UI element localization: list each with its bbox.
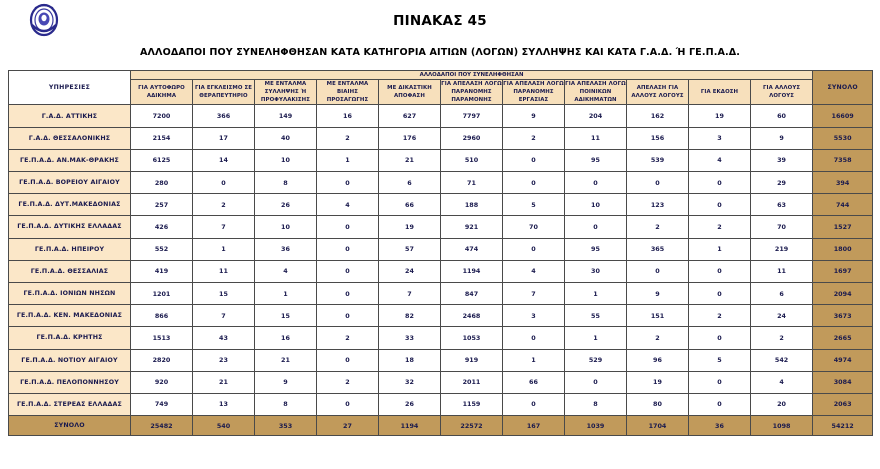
header-row-columns [9, 80, 873, 105]
row-label: ΓΕ.Π.Α.Δ. ΣΤΕΡΕΑΣ ΕΛΛΑΔΑΣ [9, 393, 131, 415]
cell-r4-c6: 5 [503, 194, 565, 216]
cell-r6-c8: 365 [627, 238, 689, 260]
cell-r12-c7: 0 [565, 371, 627, 393]
cell-r10-c7: 1 [565, 327, 627, 349]
table-body [9, 105, 873, 436]
total-cell-c10: 1098 [751, 416, 813, 436]
cell-r2-c2: 10 [255, 149, 317, 171]
cell-r3-c10: 29 [751, 172, 813, 194]
cell-r13-c3: 0 [317, 393, 379, 415]
total-cell-c4: 1194 [379, 416, 441, 436]
cell-r8-c10: 6 [751, 282, 813, 304]
cell-r12-c10: 4 [751, 371, 813, 393]
cell-r12-c8: 19 [627, 371, 689, 393]
cell-r2-c9: 4 [689, 149, 751, 171]
cell-r12-c1: 21 [193, 371, 255, 393]
header-services: ΥΠΗΡΕΣΙΕΣ [9, 71, 131, 105]
cell-r10-c5: 1053 [441, 327, 503, 349]
cell-r11-c6: 1 [503, 349, 565, 371]
row-label: Γ.Α.Δ. ΘΕΣΣΑΛΟΝΙΚΗΣ [9, 127, 131, 149]
cell-r2-c3: 1 [317, 149, 379, 171]
cell-r9-c5: 2468 [441, 305, 503, 327]
header-col-4: ΜΕ ΔΙΚΑΣΤΙΚΗ ΑΠΟΦΑΣΗ [379, 80, 441, 105]
row-total: 3673 [813, 305, 873, 327]
row-label: ΓΕ.Π.Α.Δ. ΚΡΗΤΗΣ [9, 327, 131, 349]
cell-r13-c1: 13 [193, 393, 255, 415]
cell-r6-c9: 1 [689, 238, 751, 260]
cell-r0-c6: 9 [503, 105, 565, 127]
cell-r2-c8: 539 [627, 149, 689, 171]
cell-r5-c0: 426 [131, 216, 193, 238]
table-row [9, 260, 873, 282]
cell-r4-c2: 26 [255, 194, 317, 216]
table-total-row [9, 416, 873, 436]
arrests-by-category-table [8, 70, 873, 436]
cell-r12-c0: 920 [131, 371, 193, 393]
header-col-9: ΓΙΑ ΕΚΔΟΣΗ [689, 80, 751, 105]
cell-r7-c10: 11 [751, 260, 813, 282]
table-row [9, 194, 873, 216]
cell-r13-c2: 8 [255, 393, 317, 415]
row-label: ΓΕ.Π.Α.Δ. ΑΝ.ΜΑΚ-ΘΡΑΚΗΣ [9, 149, 131, 171]
row-total: 5530 [813, 127, 873, 149]
cell-r4-c8: 123 [627, 194, 689, 216]
cell-r10-c2: 16 [255, 327, 317, 349]
row-label: ΓΕ.Π.Α.Δ. ΘΕΣΣΑΛΙΑΣ [9, 260, 131, 282]
cell-r0-c5: 7797 [441, 105, 503, 127]
cell-r10-c10: 2 [751, 327, 813, 349]
total-cell-c9: 36 [689, 416, 751, 436]
cell-r1-c10: 9 [751, 127, 813, 149]
cell-r8-c7: 1 [565, 282, 627, 304]
cell-r13-c4: 26 [379, 393, 441, 415]
cell-r7-c7: 30 [565, 260, 627, 282]
table-row [9, 282, 873, 304]
row-total: 2665 [813, 327, 873, 349]
row-label: ΓΕ.Π.Α.Δ. ΠΕΛΟΠΟΝΝΗΣΟΥ [9, 371, 131, 393]
cell-r11-c3: 0 [317, 349, 379, 371]
row-total: 394 [813, 172, 873, 194]
cell-r11-c4: 18 [379, 349, 441, 371]
cell-r2-c0: 6125 [131, 149, 193, 171]
cell-r7-c9: 0 [689, 260, 751, 282]
cell-r6-c3: 0 [317, 238, 379, 260]
cell-r1-c9: 3 [689, 127, 751, 149]
cell-r4-c3: 4 [317, 194, 379, 216]
cell-r1-c2: 40 [255, 127, 317, 149]
grand-total: 54212 [813, 416, 873, 436]
cell-r3-c9: 0 [689, 172, 751, 194]
cell-r7-c0: 419 [131, 260, 193, 282]
cell-r3-c6: 0 [503, 172, 565, 194]
row-total: 1697 [813, 260, 873, 282]
row-total: 2063 [813, 393, 873, 415]
table-row [9, 327, 873, 349]
cell-r0-c4: 627 [379, 105, 441, 127]
cell-r7-c3: 0 [317, 260, 379, 282]
cell-r13-c8: 80 [627, 393, 689, 415]
table-row [9, 216, 873, 238]
total-cell-c7: 1039 [565, 416, 627, 436]
cell-r12-c9: 0 [689, 371, 751, 393]
total-cell-c1: 540 [193, 416, 255, 436]
cell-r2-c6: 0 [503, 149, 565, 171]
cell-r7-c1: 11 [193, 260, 255, 282]
row-total: 3084 [813, 371, 873, 393]
total-cell-c5: 22572 [441, 416, 503, 436]
cell-r13-c7: 8 [565, 393, 627, 415]
cell-r4-c5: 188 [441, 194, 503, 216]
cell-r13-c0: 749 [131, 393, 193, 415]
cell-r9-c7: 55 [565, 305, 627, 327]
cell-r11-c2: 21 [255, 349, 317, 371]
cell-r6-c2: 36 [255, 238, 317, 260]
cell-r0-c8: 162 [627, 105, 689, 127]
cell-r1-c0: 2154 [131, 127, 193, 149]
cell-r5-c8: 2 [627, 216, 689, 238]
cell-r0-c7: 204 [565, 105, 627, 127]
cell-r5-c3: 0 [317, 216, 379, 238]
cell-r10-c8: 2 [627, 327, 689, 349]
row-total: 2094 [813, 282, 873, 304]
cell-r2-c4: 21 [379, 149, 441, 171]
row-label: ΓΕ.Π.Α.Δ. ΔΥΤ.ΜΑΚΕΔΟΝΙΑΣ [9, 194, 131, 216]
cell-r5-c4: 19 [379, 216, 441, 238]
cell-r8-c4: 7 [379, 282, 441, 304]
header-col-2: ΜΕ ΕΝΤΑΛΜΑ ΣΥΛΛΗΨΗΣ Ή ΠΡΟΦΥΛΑΚΙΣΗΣ [255, 80, 317, 105]
cell-r1-c5: 2960 [441, 127, 503, 149]
cell-r4-c7: 10 [565, 194, 627, 216]
cell-r0-c10: 60 [751, 105, 813, 127]
cell-r4-c10: 63 [751, 194, 813, 216]
total-row-label: ΣΥΝΟΛΟ [9, 416, 131, 436]
cell-r8-c6: 7 [503, 282, 565, 304]
cell-r11-c7: 529 [565, 349, 627, 371]
cell-r6-c1: 1 [193, 238, 255, 260]
cell-r10-c4: 33 [379, 327, 441, 349]
total-cell-c6: 167 [503, 416, 565, 436]
cell-r1-c6: 2 [503, 127, 565, 149]
data-table-container [8, 70, 872, 436]
cell-r13-c10: 20 [751, 393, 813, 415]
cell-r1-c1: 17 [193, 127, 255, 149]
cell-r8-c9: 0 [689, 282, 751, 304]
cell-r8-c0: 1201 [131, 282, 193, 304]
cell-r3-c7: 0 [565, 172, 627, 194]
cell-r5-c1: 7 [193, 216, 255, 238]
row-total: 1527 [813, 216, 873, 238]
cell-r13-c5: 1159 [441, 393, 503, 415]
cell-r5-c7: 0 [565, 216, 627, 238]
row-label: ΓΕ.Π.Α.Δ. ΔΥΤΙΚΗΣ ΕΛΛΑΔΑΣ [9, 216, 131, 238]
cell-r6-c4: 57 [379, 238, 441, 260]
cell-r6-c10: 219 [751, 238, 813, 260]
cell-r8-c8: 9 [627, 282, 689, 304]
cell-r7-c4: 24 [379, 260, 441, 282]
row-total: 744 [813, 194, 873, 216]
cell-r8-c5: 847 [441, 282, 503, 304]
cell-r3-c3: 0 [317, 172, 379, 194]
header-col-10: ΓΙΑ ΑΛΛΟΥΣ ΛΟΓΟΥΣ [751, 80, 813, 105]
table-header [9, 71, 873, 105]
header-row-group [9, 71, 873, 80]
cell-r9-c9: 2 [689, 305, 751, 327]
cell-r2-c10: 39 [751, 149, 813, 171]
cell-r1-c8: 156 [627, 127, 689, 149]
row-total: 16609 [813, 105, 873, 127]
cell-r12-c3: 2 [317, 371, 379, 393]
row-label: ΓΕ.Π.Α.Δ. ΗΠΕΙΡΟΥ [9, 238, 131, 260]
cell-r10-c9: 0 [689, 327, 751, 349]
cell-r9-c0: 866 [131, 305, 193, 327]
cell-r7-c2: 4 [255, 260, 317, 282]
table-row [9, 172, 873, 194]
cell-r4-c1: 2 [193, 194, 255, 216]
header-col-0: ΓΙΑ ΑΥΤΟΦΩΡΟ ΑΔΙΚΗΜΑ [131, 80, 193, 105]
cell-r9-c2: 15 [255, 305, 317, 327]
cell-r9-c8: 151 [627, 305, 689, 327]
cell-r9-c10: 24 [751, 305, 813, 327]
cell-r12-c5: 2011 [441, 371, 503, 393]
cell-r0-c3: 16 [317, 105, 379, 127]
cell-r3-c4: 6 [379, 172, 441, 194]
cell-r11-c9: 5 [689, 349, 751, 371]
cell-r5-c5: 921 [441, 216, 503, 238]
cell-r12-c6: 66 [503, 371, 565, 393]
total-cell-c0: 25482 [131, 416, 193, 436]
row-total: 7358 [813, 149, 873, 171]
cell-r11-c0: 2820 [131, 349, 193, 371]
cell-r4-c4: 66 [379, 194, 441, 216]
row-label: Γ.Α.Δ. ΑΤΤΙΚΗΣ [9, 105, 131, 127]
row-total: 1800 [813, 238, 873, 260]
cell-r0-c2: 149 [255, 105, 317, 127]
cell-r6-c6: 0 [503, 238, 565, 260]
header-col-8: ΑΠΕΛΑΣΗ ΓΙΑ ΑΛΛΟΥΣ ΛΟΓΟΥΣ [627, 80, 689, 105]
cell-r3-c2: 8 [255, 172, 317, 194]
cell-r11-c5: 919 [441, 349, 503, 371]
header-total: ΣΥΝΟΛΟ [813, 71, 873, 105]
cell-r5-c2: 10 [255, 216, 317, 238]
cell-r5-c10: 70 [751, 216, 813, 238]
row-label: ΓΕ.Π.Α.Δ. ΚΕΝ. ΜΑΚΕΔΟΝΙΑΣ [9, 305, 131, 327]
table-row [9, 305, 873, 327]
page-subtitle: ΑΛΛΟΔΑΠΟΙ ΠΟΥ ΣΥΝΕΛΗΦΘΗΣΑΝ ΚΑΤΑ ΚΑΤΗΓΟΡΙΑ ΑΙΤΙΩΝ (ΛΟΓΩΝ) ΣΥΛΛΗΨΗΣ ΚΑΙ ΚΑΤΑ Γ.Α.Δ. Ή ΓΕ.Π.Α.Δ. [140, 47, 740, 58]
total-cell-c2: 353 [255, 416, 317, 436]
cell-r2-c7: 95 [565, 149, 627, 171]
cell-r13-c9: 0 [689, 393, 751, 415]
header-col-7: ΓΙΑ ΑΠΕΛΑΣΗ ΛΟΓΩ ΠΟΙΝΙΚΩΝ ΑΔΙΚΗΜΑΤΩΝ [565, 81, 626, 104]
cell-r6-c0: 552 [131, 238, 193, 260]
cell-r4-c0: 257 [131, 194, 193, 216]
cell-r1-c3: 2 [317, 127, 379, 149]
cell-r9-c6: 3 [503, 305, 565, 327]
cell-r13-c6: 0 [503, 393, 565, 415]
cell-r6-c5: 474 [441, 238, 503, 260]
table-row [9, 349, 873, 371]
table-row [9, 238, 873, 260]
cell-r9-c3: 0 [317, 305, 379, 327]
row-label: ΓΕ.Π.Α.Δ. ΒΟΡΕΙΟΥ ΑΙΓΑΙΟΥ [9, 172, 131, 194]
cell-r10-c3: 2 [317, 327, 379, 349]
cell-r3-c1: 0 [193, 172, 255, 194]
total-cell-c8: 1704 [627, 416, 689, 436]
cell-r3-c0: 280 [131, 172, 193, 194]
cell-r4-c9: 0 [689, 194, 751, 216]
cell-r9-c1: 7 [193, 305, 255, 327]
header-col-6: ΓΙΑ ΑΠΕΛΑΣΗ ΛΟΓΩ ΠΑΡΑΝΟΜΗΣ ΕΡΓΑΣΙΑΣ [503, 81, 564, 104]
row-label: ΓΕ.Π.Α.Δ. ΝΟΤΙΟΥ ΑΙΓΑΙΟΥ [9, 349, 131, 371]
cell-r10-c0: 1513 [131, 327, 193, 349]
cell-r2-c5: 510 [441, 149, 503, 171]
cell-r0-c9: 19 [689, 105, 751, 127]
header-col-3: ΜΕ ΕΝΤΑΛΜΑ ΒΙΑΙΗΣ ΠΡΟΣΑΓΩΓΗΣ [317, 80, 379, 105]
cell-r10-c1: 43 [193, 327, 255, 349]
table-row [9, 149, 873, 171]
cell-r7-c6: 4 [503, 260, 565, 282]
cell-r8-c3: 0 [317, 282, 379, 304]
cell-r11-c1: 23 [193, 349, 255, 371]
cell-r6-c7: 95 [565, 238, 627, 260]
cell-r2-c1: 14 [193, 149, 255, 171]
cell-r0-c1: 366 [193, 105, 255, 127]
row-total: 4974 [813, 349, 873, 371]
table-row [9, 371, 873, 393]
header-group-arrested-foreigners: ΑΛΛΟΔΑΠΟΙ ΠΟΥ ΣΥΝΕΛΗΦΘΗΣΑΝ [131, 71, 813, 80]
cell-r1-c4: 176 [379, 127, 441, 149]
cell-r11-c8: 96 [627, 349, 689, 371]
cell-r12-c4: 32 [379, 371, 441, 393]
table-row [9, 393, 873, 415]
header-col-5: ΓΙΑ ΑΠΕΛΑΣΗ ΛΟΓΩ ΠΑΡΑΝΟΜΗΣ ΠΑΡΑΜΟΝΗΣ [441, 81, 502, 104]
cell-r10-c6: 0 [503, 327, 565, 349]
cell-r3-c5: 71 [441, 172, 503, 194]
cell-r11-c10: 542 [751, 349, 813, 371]
cell-r1-c7: 11 [565, 127, 627, 149]
row-label: ΓΕ.Π.Α.Δ. ΙΟΝΙΩΝ ΝΗΣΩΝ [9, 282, 131, 304]
cell-r5-c6: 70 [503, 216, 565, 238]
cell-r8-c1: 15 [193, 282, 255, 304]
cell-r7-c5: 1194 [441, 260, 503, 282]
page-title: ΠΙΝΑΚΑΣ 45 [393, 13, 487, 29]
header-col-1: ΓΙΑ ΕΓΚΛΕΙΣΜΟ ΣΕ ΘΕΡΑΠΕΥΤΗΡΙΟ [193, 80, 255, 105]
table-row [9, 127, 873, 149]
cell-r0-c0: 7200 [131, 105, 193, 127]
cell-r7-c8: 0 [627, 260, 689, 282]
table-row [9, 105, 873, 127]
cell-r5-c9: 2 [689, 216, 751, 238]
total-cell-c3: 27 [317, 416, 379, 436]
cell-r8-c2: 1 [255, 282, 317, 304]
cell-r3-c8: 0 [627, 172, 689, 194]
cell-r9-c4: 82 [379, 305, 441, 327]
cell-r12-c2: 9 [255, 371, 317, 393]
